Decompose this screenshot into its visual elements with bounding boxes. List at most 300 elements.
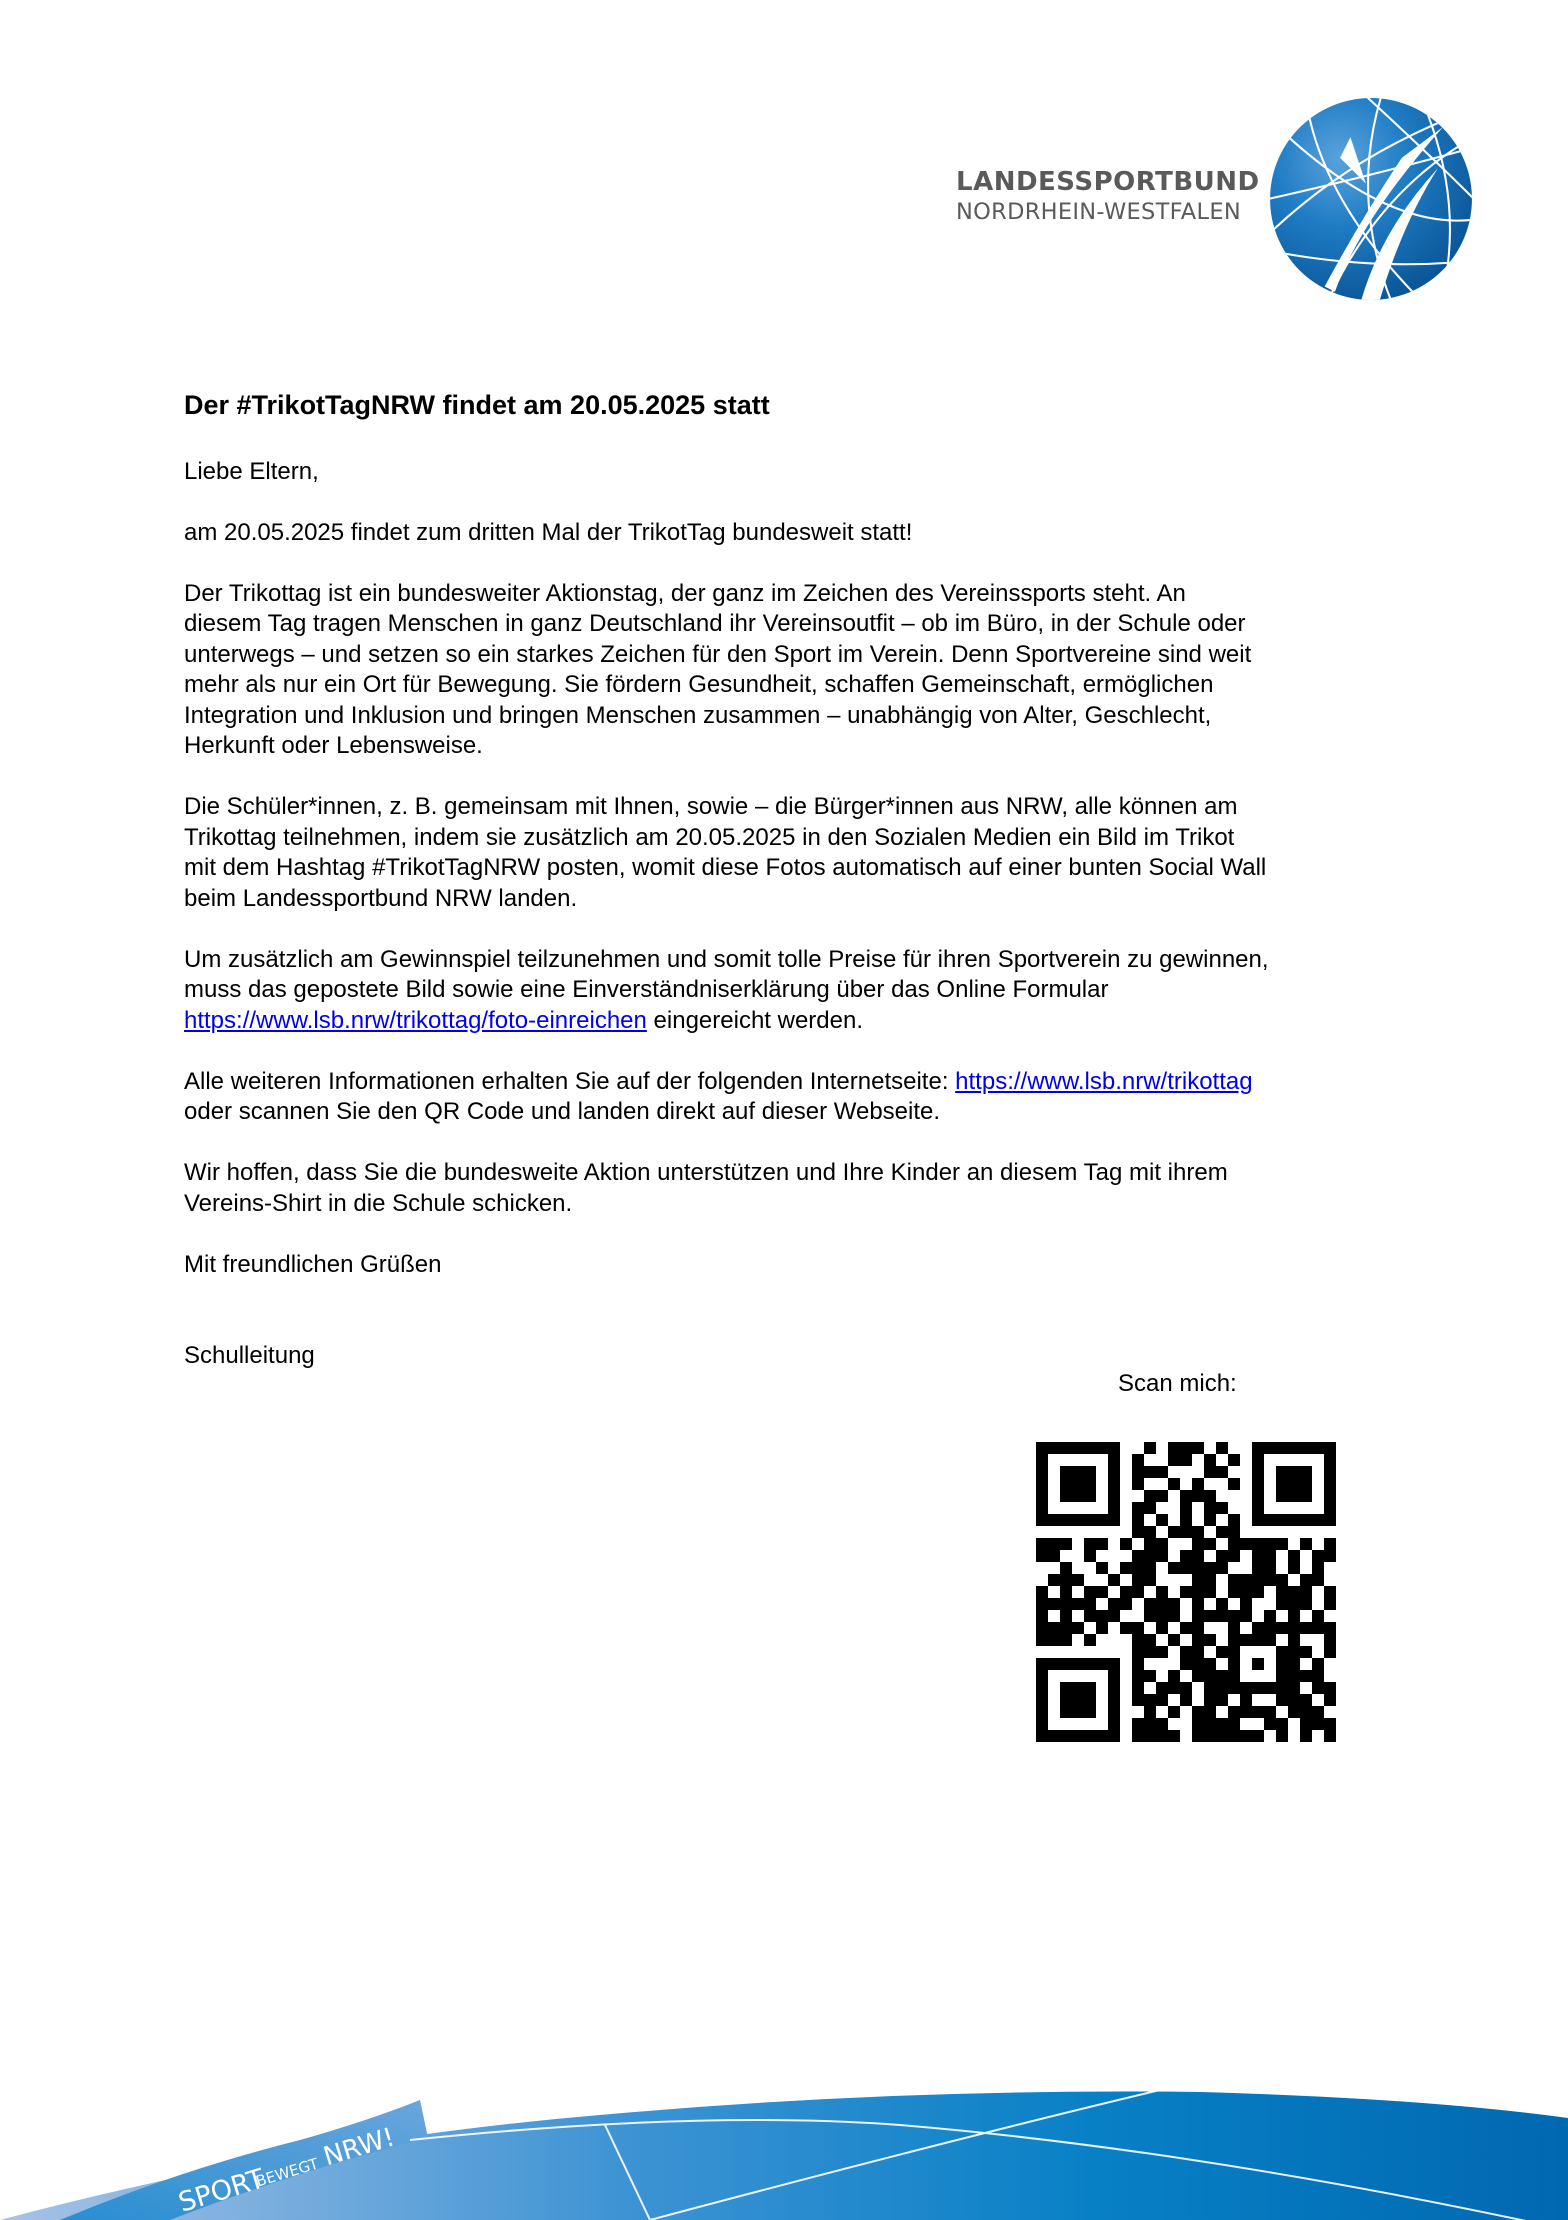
salutation: Liebe Eltern, (184, 457, 319, 485)
qr-module (1180, 1502, 1192, 1514)
qr-module (1048, 1658, 1060, 1670)
qr-module (1288, 1586, 1300, 1598)
qr-module (1108, 1514, 1120, 1526)
qr-module (1228, 1454, 1240, 1466)
qr-module (1132, 1622, 1144, 1634)
qr-module (1036, 1682, 1048, 1694)
qr-module (1072, 1682, 1084, 1694)
globe-logo-icon (1268, 96, 1474, 302)
qr-module (1312, 1562, 1324, 1574)
qr-module (1216, 1682, 1228, 1694)
text-line: muss das gepostete Bild sowie eine Einverständniserklärung über das Online Formular (184, 976, 1109, 1003)
qr-module (1228, 1646, 1240, 1658)
qr-module (1168, 1682, 1180, 1694)
qr-module (1072, 1490, 1084, 1502)
qr-module (1132, 1730, 1144, 1742)
paragraph-more-info (184, 1067, 1404, 1128)
qr-module (1084, 1538, 1096, 1550)
trikottag-website-link[interactable]: https://www.lsb.nrw/trikottag (955, 1067, 1253, 1095)
qr-module (1132, 1466, 1144, 1478)
qr-module (1192, 1730, 1204, 1742)
qr-scan-label: Scan mich: (1118, 1370, 1237, 1397)
qr-module (1252, 1574, 1264, 1586)
text-line: mehr als nur ein Ort für Bewegung. Sie fördern Gesundheit, schaffen Gemeinschaft, ermöglichen (184, 671, 1214, 698)
qr-module (1240, 1634, 1252, 1646)
qr-module (1060, 1610, 1072, 1622)
qr-module (1036, 1634, 1048, 1646)
qr-module (1324, 1586, 1336, 1598)
qr-module (1252, 1586, 1264, 1598)
qr-module (1216, 1526, 1228, 1538)
qr-module (1168, 1670, 1180, 1682)
qr-module (1252, 1538, 1264, 1550)
qr-module (1084, 1658, 1096, 1670)
qr-module (1204, 1682, 1216, 1694)
qr-module (1060, 1490, 1072, 1502)
qr-module (1228, 1658, 1240, 1670)
qr-module (1084, 1610, 1096, 1622)
qr-module (1192, 1442, 1204, 1454)
qr-module (1324, 1538, 1336, 1550)
qr-module (1192, 1670, 1204, 1682)
letter-title: Der #TrikotTagNRW findet am 20.05.2025 statt (184, 390, 770, 420)
qr-module (1252, 1550, 1264, 1562)
qr-module (1204, 1706, 1216, 1718)
qr-module (1144, 1670, 1156, 1682)
qr-module (1312, 1670, 1324, 1682)
logo-line-1: LANDESSPORTBUND (956, 167, 1260, 197)
qr-module (1252, 1634, 1264, 1646)
qr-module (1192, 1598, 1204, 1610)
text-line: Integration und Inklusion und bringen Menschen zusammen – unabhängig von Alter, Geschlecht, (184, 701, 1212, 729)
qr-module (1144, 1526, 1156, 1538)
qr-module (1108, 1478, 1120, 1490)
qr-module (1276, 1646, 1288, 1658)
qr-module (1084, 1706, 1096, 1718)
qr-module (1036, 1718, 1048, 1730)
text-line: Trikottag teilnehmen, indem sie zusätzlich am 20.05.2025 in den Sozialen Medien ein Bild im Trikot (184, 823, 1235, 851)
qr-module (1288, 1442, 1300, 1454)
qr-module (1048, 1514, 1060, 1526)
qr-module (1096, 1658, 1108, 1670)
qr-module (1312, 1622, 1324, 1634)
qr-module (1240, 1706, 1252, 1718)
qr-module (1108, 1658, 1120, 1670)
qr-module (1276, 1574, 1288, 1586)
qr-module (1156, 1490, 1168, 1502)
qr-module (1276, 1442, 1288, 1454)
slogan-bewegt: BEWEGT (253, 2154, 321, 2191)
qr-module (1288, 1622, 1300, 1634)
qr-module (1168, 1454, 1180, 1466)
qr-module (1072, 1478, 1084, 1490)
qr-module (1108, 1682, 1120, 1694)
qr-module (1288, 1478, 1300, 1490)
photo-submit-link[interactable]: https://www.lsb.nrw/trikottag/foto-einreichen (184, 1006, 647, 1034)
qr-module (1204, 1610, 1216, 1622)
qr-module (1156, 1646, 1168, 1658)
qr-module (1276, 1622, 1288, 1634)
qr-module (1300, 1514, 1312, 1526)
qr-module (1192, 1526, 1204, 1538)
qr-module (1300, 1694, 1312, 1706)
qr-module (1084, 1634, 1096, 1646)
signature: Schulleitung (184, 1342, 315, 1369)
qr-module (1156, 1610, 1168, 1622)
qr-module (1300, 1670, 1312, 1682)
qr-module (1072, 1706, 1084, 1718)
slogan-nrw: NRW! (320, 2122, 399, 2173)
qr-module (1204, 1718, 1216, 1730)
qr-module (1288, 1562, 1300, 1574)
qr-module (1060, 1730, 1072, 1742)
qr-module (1180, 1682, 1192, 1694)
qr-module (1084, 1586, 1096, 1598)
text-line: Vereins-Shirt in die Schule schicken. (184, 1189, 573, 1217)
qr-module (1060, 1574, 1072, 1586)
qr-module (1300, 1598, 1312, 1610)
qr-module (1048, 1730, 1060, 1742)
qr-module (1192, 1538, 1204, 1550)
qr-module (1180, 1490, 1192, 1502)
qr-module (1108, 1730, 1120, 1742)
qr-module (1228, 1634, 1240, 1646)
qr-module (1036, 1598, 1048, 1610)
footer-banner (0, 2080, 1568, 2220)
qr-module (1240, 1538, 1252, 1550)
qr-module (1192, 1562, 1204, 1574)
qr-module (1324, 1514, 1336, 1526)
qr-module (1060, 1538, 1072, 1550)
qr-module (1324, 1622, 1336, 1634)
qr-module (1132, 1670, 1144, 1682)
qr-module (1144, 1466, 1156, 1478)
qr-module (1264, 1706, 1276, 1718)
qr-module (1120, 1538, 1132, 1550)
qr-module (1048, 1622, 1060, 1634)
qr-module (1108, 1490, 1120, 1502)
qr-module (1144, 1490, 1156, 1502)
qr-module (1204, 1466, 1216, 1478)
qr-module (1276, 1730, 1288, 1742)
qr-module (1072, 1466, 1084, 1478)
qr-module (1228, 1538, 1240, 1550)
qr-module (1252, 1730, 1264, 1742)
qr-module (1108, 1598, 1120, 1610)
qr-module (1132, 1682, 1144, 1694)
qr-module (1108, 1718, 1120, 1730)
qr-module (1204, 1574, 1216, 1586)
closing: Mit freundlichen Grüßen (184, 1250, 442, 1278)
qr-module (1108, 1610, 1120, 1622)
qr-module (1156, 1598, 1168, 1610)
qr-module (1276, 1658, 1288, 1670)
qr-module (1300, 1538, 1312, 1550)
qr-module (1276, 1586, 1288, 1598)
qr-module (1060, 1622, 1072, 1634)
qr-module (1132, 1634, 1144, 1646)
qr-module (1072, 1694, 1084, 1706)
qr-module (1216, 1730, 1228, 1742)
text-line: Der Trikottag ist ein bundesweiter Aktionstag, der ganz im Zeichen des Vereinssports steht. An (184, 579, 1186, 607)
qr-module (1132, 1562, 1144, 1574)
qr-module (1060, 1478, 1072, 1490)
qr-module (1096, 1514, 1108, 1526)
qr-module (1036, 1610, 1048, 1622)
qr-module (1216, 1694, 1228, 1706)
qr-module (1228, 1610, 1240, 1622)
qr-module (1156, 1466, 1168, 1478)
qr-module (1132, 1550, 1144, 1562)
qr-module (1324, 1694, 1336, 1706)
qr-module (1324, 1718, 1336, 1730)
qr-module (1156, 1550, 1168, 1562)
qr-module (1276, 1694, 1288, 1706)
qr-module (1072, 1658, 1084, 1670)
qr-module (1156, 1538, 1168, 1550)
qr-module (1288, 1694, 1300, 1706)
text-fragment: eingereicht werden. (646, 1006, 864, 1034)
qr-module (1192, 1706, 1204, 1718)
qr-module (1180, 1622, 1192, 1634)
qr-module (1240, 1586, 1252, 1598)
qr-module (1144, 1634, 1156, 1646)
qr-module (1180, 1562, 1192, 1574)
qr-module (1180, 1658, 1192, 1670)
qr-module (1180, 1586, 1192, 1598)
qr-module (1084, 1598, 1096, 1610)
qr-module (1036, 1466, 1048, 1478)
qr-module (1252, 1622, 1264, 1634)
text-line: Wir hoffen, dass Sie die bundesweite Aktion unterstützen und Ihre Kinder an diesem Tag mit ihrem (184, 1159, 1228, 1186)
qr-module (1132, 1454, 1144, 1466)
qr-module (1324, 1634, 1336, 1646)
qr-module (1132, 1718, 1144, 1730)
qr-code-icon[interactable] (1036, 1442, 1336, 1742)
qr-module (1180, 1454, 1192, 1466)
qr-module (1312, 1610, 1324, 1622)
qr-module (1216, 1670, 1228, 1682)
qr-module (1036, 1706, 1048, 1718)
qr-module (1240, 1610, 1252, 1622)
qr-module (1084, 1490, 1096, 1502)
qr-module (1312, 1574, 1324, 1586)
qr-module (1312, 1658, 1324, 1670)
qr-module (1108, 1442, 1120, 1454)
qr-module (1108, 1466, 1120, 1478)
qr-module (1036, 1538, 1048, 1550)
qr-module (1324, 1478, 1336, 1490)
qr-module (1132, 1514, 1144, 1526)
qr-module (1156, 1694, 1168, 1706)
qr-module (1312, 1514, 1324, 1526)
qr-module (1060, 1466, 1072, 1478)
qr-module (1060, 1634, 1072, 1646)
qr-module (1036, 1670, 1048, 1682)
qr-module (1228, 1682, 1240, 1694)
qr-module (1216, 1610, 1228, 1622)
qr-module (1120, 1598, 1132, 1610)
qr-module (1048, 1538, 1060, 1550)
qr-module (1036, 1442, 1048, 1454)
qr-module (1120, 1622, 1132, 1634)
qr-module (1216, 1718, 1228, 1730)
qr-module (1228, 1622, 1240, 1634)
qr-module (1216, 1466, 1228, 1478)
qr-module (1204, 1562, 1216, 1574)
qr-module (1168, 1562, 1180, 1574)
qr-module (1108, 1454, 1120, 1466)
qr-module (1108, 1574, 1120, 1586)
qr-module (1264, 1514, 1276, 1526)
qr-module (1228, 1718, 1240, 1730)
qr-module (1204, 1586, 1216, 1598)
qr-module (1300, 1730, 1312, 1742)
qr-module (1120, 1586, 1132, 1598)
qr-module (1252, 1706, 1264, 1718)
qr-module (1324, 1550, 1336, 1562)
qr-module (1060, 1706, 1072, 1718)
qr-module (1180, 1526, 1192, 1538)
qr-module (1108, 1670, 1120, 1682)
qr-module (1132, 1526, 1144, 1538)
text-line: Die Schüler*innen, z. B. gemeinsam mit Ihnen, sowie – die Bürger*innen aus NRW, alle können am (184, 793, 1238, 820)
qr-module (1288, 1658, 1300, 1670)
qr-module (1300, 1706, 1312, 1718)
qr-module (1276, 1670, 1288, 1682)
qr-module (1144, 1610, 1156, 1622)
qr-module (1216, 1598, 1228, 1610)
qr-module (1180, 1442, 1192, 1454)
qr-module (1084, 1694, 1096, 1706)
qr-module (1036, 1490, 1048, 1502)
qr-module (1204, 1730, 1216, 1742)
qr-module (1300, 1466, 1312, 1478)
qr-module (1228, 1706, 1240, 1718)
qr-module (1228, 1526, 1240, 1538)
qr-module (1288, 1490, 1300, 1502)
qr-module (1132, 1586, 1144, 1598)
qr-module (1324, 1490, 1336, 1502)
qr-module (1084, 1730, 1096, 1742)
qr-module (1288, 1706, 1300, 1718)
qr-module (1072, 1622, 1084, 1634)
qr-module (1288, 1670, 1300, 1682)
qr-module (1096, 1562, 1108, 1574)
qr-module (1192, 1550, 1204, 1562)
qr-module (1036, 1514, 1048, 1526)
qr-module (1204, 1634, 1216, 1646)
qr-module (1288, 1514, 1300, 1526)
qr-module (1168, 1478, 1180, 1490)
text-line: diesem Tag tragen Menschen in ganz Deutschland ihr Vereinsoutfit – ob im Büro, in der Schule oder (184, 610, 1246, 637)
qr-module (1228, 1514, 1240, 1526)
qr-module (1252, 1490, 1264, 1502)
qr-module (1288, 1550, 1300, 1562)
qr-module (1324, 1442, 1336, 1454)
qr-module (1132, 1478, 1144, 1490)
qr-module (1276, 1466, 1288, 1478)
logo-line-2: NORDRHEIN-WESTFALEN (956, 199, 1241, 225)
qr-module (1168, 1442, 1180, 1454)
text-line: unterwegs – und setzen so ein starkes Zeichen für den Sport im Verein. Denn Sportvereine sind weit (184, 640, 1252, 668)
text-line: oder scannen Sie den QR Code und landen direkt auf dieser Webseite. (184, 1098, 941, 1125)
qr-module (1288, 1598, 1300, 1610)
qr-module (1132, 1646, 1144, 1658)
qr-module (1312, 1550, 1324, 1562)
qr-module (1288, 1682, 1300, 1694)
qr-module (1144, 1502, 1156, 1514)
qr-module (1252, 1682, 1264, 1694)
qr-module (1204, 1490, 1216, 1502)
slogan-sport: SPORT (174, 2163, 269, 2219)
paragraph-participation (184, 792, 1404, 914)
qr-module (1216, 1562, 1228, 1574)
qr-module (1072, 1442, 1084, 1454)
qr-module (1300, 1646, 1312, 1658)
qr-module (1168, 1706, 1180, 1718)
qr-module (1072, 1730, 1084, 1742)
qr-module (1060, 1682, 1072, 1694)
qr-module (1324, 1598, 1336, 1610)
qr-module (1048, 1442, 1060, 1454)
qr-module (1156, 1514, 1168, 1526)
qr-module (1180, 1514, 1192, 1526)
qr-module (1228, 1574, 1240, 1586)
qr-module (1324, 1454, 1336, 1466)
qr-module (1036, 1694, 1048, 1706)
qr-module (1324, 1646, 1336, 1658)
qr-module (1060, 1514, 1072, 1526)
qr-module (1204, 1538, 1216, 1550)
qr-module (1156, 1586, 1168, 1598)
qr-module (1048, 1574, 1060, 1586)
qr-module (1192, 1622, 1204, 1634)
qr-module (1060, 1562, 1072, 1574)
qr-module (1204, 1694, 1216, 1706)
qr-module (1288, 1646, 1300, 1658)
qr-module (1156, 1718, 1168, 1730)
logo-wordmark (956, 166, 1260, 226)
qr-module (1192, 1634, 1204, 1646)
lsb-logo (950, 92, 1480, 302)
qr-module (1324, 1682, 1336, 1694)
qr-module (1120, 1562, 1132, 1574)
qr-module (1084, 1442, 1096, 1454)
qr-module (1180, 1694, 1192, 1706)
qr-module (1072, 1574, 1084, 1586)
qr-module (1300, 1490, 1312, 1502)
qr-module (1096, 1442, 1108, 1454)
text-fragment: Alle weiteren Informationen erhalten Sie auf der folgenden Internetseite: (184, 1067, 956, 1095)
qr-module (1276, 1598, 1288, 1610)
qr-module (1144, 1706, 1156, 1718)
qr-module (1096, 1586, 1108, 1598)
qr-module (1276, 1514, 1288, 1526)
qr-module (1228, 1586, 1240, 1598)
qr-module (1300, 1574, 1312, 1586)
qr-module (1312, 1718, 1324, 1730)
qr-module (1096, 1538, 1108, 1550)
text-line: beim Landessportbund NRW landen. (184, 884, 578, 912)
qr-module (1300, 1718, 1312, 1730)
text-line: mit dem Hashtag #TrikotTagNRW posten, womit diese Fotos automatisch auf einer bunten Social Wall (184, 854, 1267, 881)
qr-module (1036, 1586, 1048, 1598)
qr-module (1036, 1658, 1048, 1670)
qr-module (1252, 1454, 1264, 1466)
qr-module (1228, 1670, 1240, 1682)
qr-module (1192, 1478, 1204, 1490)
